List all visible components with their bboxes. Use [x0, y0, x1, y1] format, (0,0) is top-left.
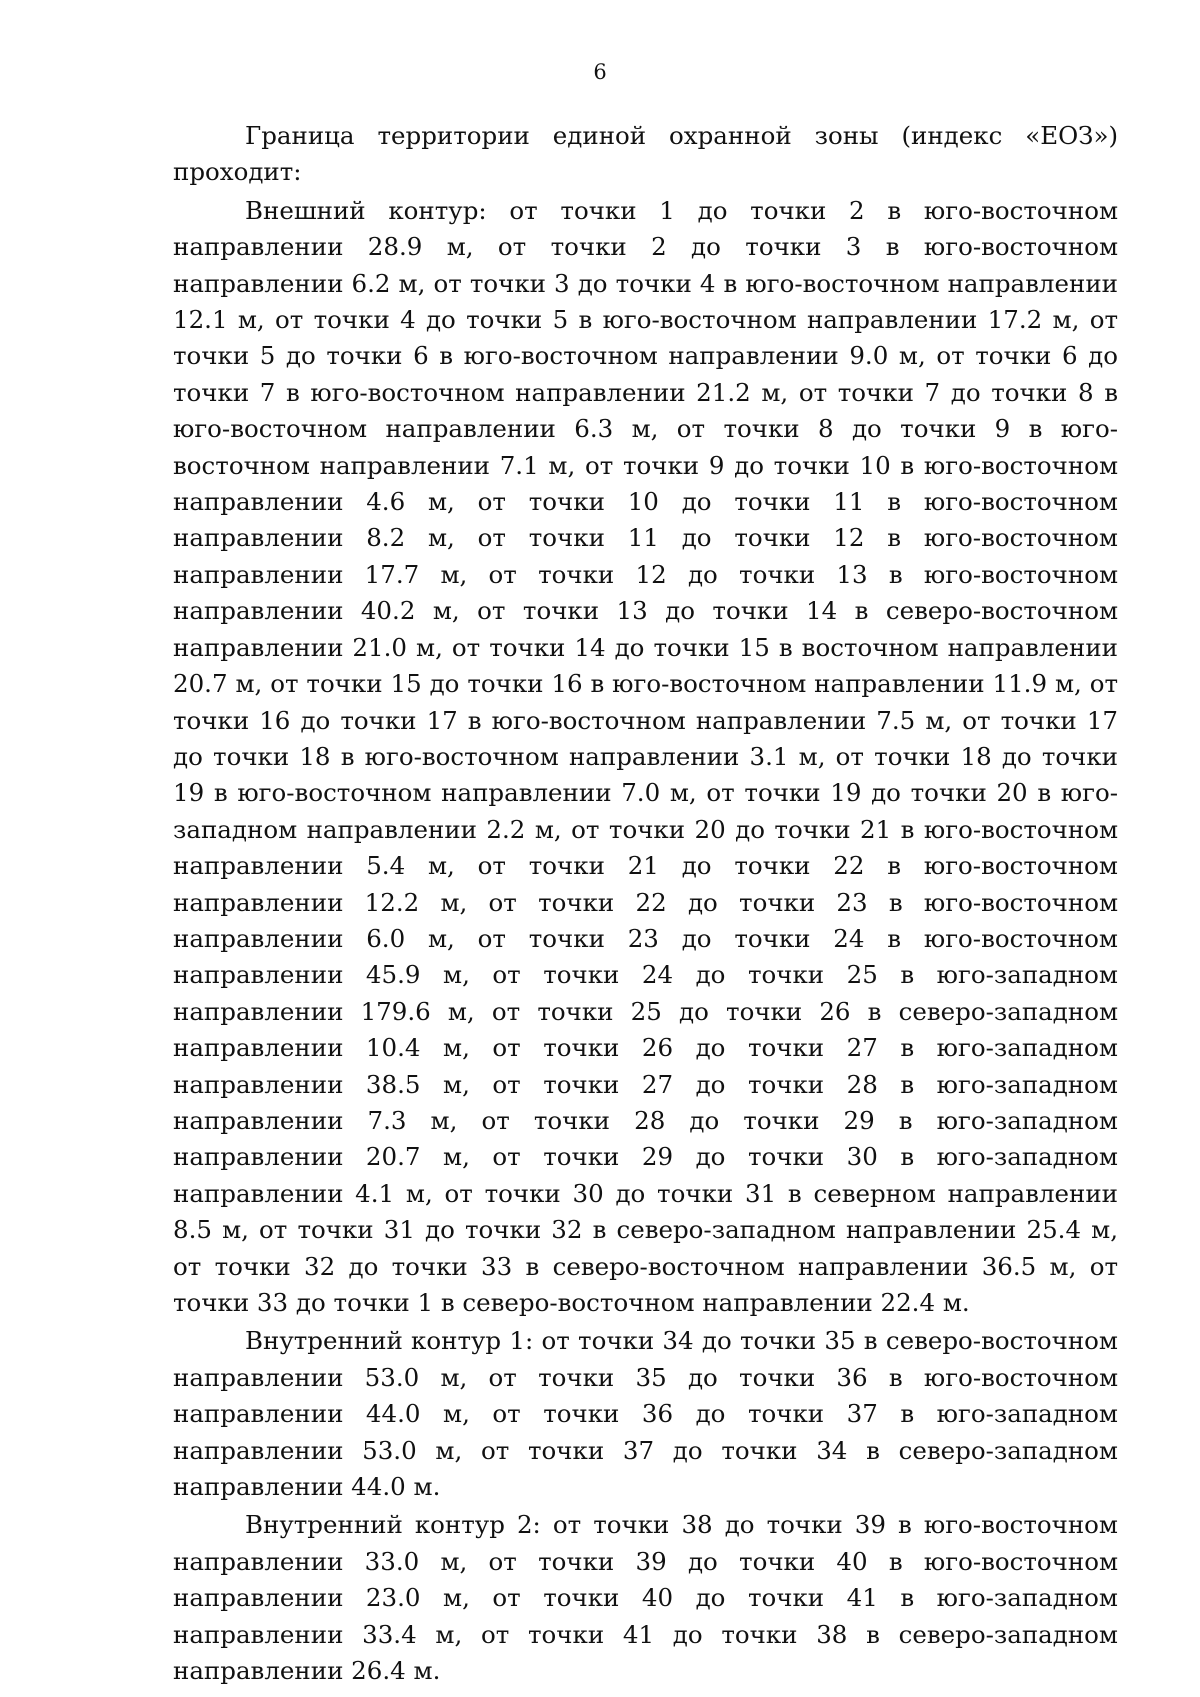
paragraph-outer-contour: Внешний контур: от точки 1 до точки 2 в юго-восточном направлении 28.9 м, от точки 2 до точки 3 в юго-восточном направлении 6.2 м, от точки 3 до точки 4 в юго-восточном направлении 12.1 м, от точки 4 до точки 5 в юго-восточном направлении 17.2 м, от точки 5 до точки 6 в юго-восточном направлении 9.0 м, от точки 6 до точки 7 в юго-восточном направлении 21.2 м, от точки 7 до точки 8 в юго-восточном направлении 6.3 м, от точки 8 до точки 9 в юго-восточном направлении 7.1 м, от точки 9 до точки 10 в юго-восточном направлении 4.6 м, от точки 10 до точки 11 в юго-восточном направлении 8.2 м, от точки 11 до точки 12 в юго-восточном направлении 17.7 м, от точки 12 до точки 13 в юго-восточном направлении 40.2 м, от точки 13 до точки 14 в северо-восточном направлении 21.0 м, от точки 14 до точки 15 в восточном направлении 20.7 м, от точки 15 до точки 16 в юго-восточном направлении 11.9 м, от точки 16 до точки 17 в юго-восточном направлении 7.5 м, от точки 17 до точки 18 в юго-восточном направлении 3.1 м, от точки 18 до точки 19 в юго-восточном направлении 7.0 м, от точки 19 до точки 20 в юго-западном направлении 2.2 м, от точки 20 до точки 21 в юго-восточном направлении 5.4 м, от точки 21 до точки 22 в юго-восточном направлении 12.2 м, от точки 22 до точки 23 в юго-восточном направлении 6.0 м, от точки 23 до точки 24 в юго-восточном направлении 45.9 м, от точки 24 до точки 25 в юго-западном направлении 179.6 м, от точки 25 до точки 26 в северо-западном направлении 10.4 м, от точки 26 до точки 27 в юго-западном направлении 38.5 м, от точки 27 до точки 28 в юго-западном направлении 7.3 м, от точки 28 до точки 29 в юго-западном направлении 20.7 м, от точки 29 до точки 30 в юго-западном направлении 4.1 м, от точки 30 до точки 31 в северном направлении 8.5 м, от точки 31 до точки 32 в северо-западном направлении 25.4 м, от точки 32 до точки 33 в северо-восточном направлении 36.5 м, от точки 33 до точки 1 в северо-восточном направлении 22.4 м.: [173, 195, 1118, 1317]
paragraph-heading: Граница территории единой охранной зоны (индекс «ЕОЗ») проходит:: [173, 121, 1118, 187]
paragraph-inner-contour-2: Внутренний контур 2: от точки 38 до точки 39 в юго-восточном направлении 33.0 м, от точки 39 до точки 40 в юго-восточном направлении 23.0 м, от точки 40 до точки 41 в юго-западном направлении 33.4 м, от точки 41 до точки 38 в северо-западном направлении 26.4 м.: [173, 1510, 1118, 1686]
paragraph-inner-contour-1: Внутренний контур 1: от точки 34 до точки 35 в северо-восточном направлении 53.0 м, от точки 35 до точки 36 в юго-восточном направлении 44.0 м, от точки 36 до точки 37 в юго-западном направлении 53.0 м, от точки 37 до точки 34 в северо-западном направлении 44.0 м.: [173, 1326, 1118, 1502]
document-body: [173, 118, 1118, 1691]
page-number: 6: [593, 60, 607, 84]
